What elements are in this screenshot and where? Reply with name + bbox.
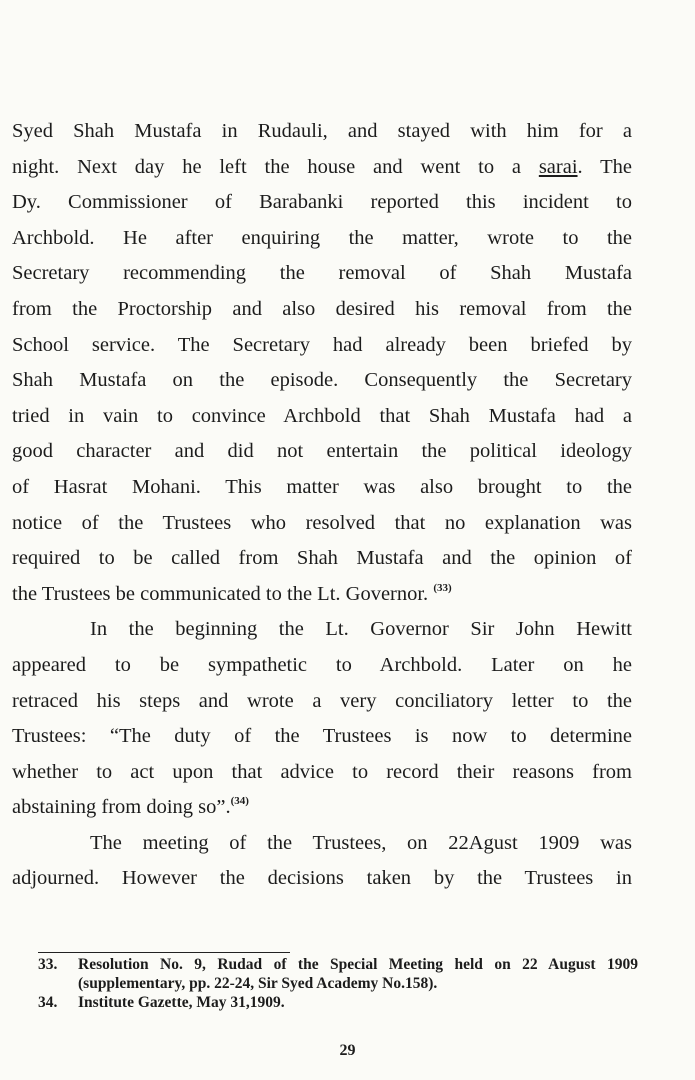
text-line: notice of the Trustees who resolved that no explanation was bbox=[12, 511, 632, 534]
text-fragment: the Trustees be communicated to the Lt. Governor. bbox=[12, 582, 429, 605]
text-line: of Hasrat Mohani. This matter was also brought to the bbox=[12, 475, 632, 498]
text-fragment: abstaining from doing so”. bbox=[12, 796, 231, 819]
footnote-number: 34. bbox=[38, 994, 58, 1011]
underlined-word: sarai bbox=[538, 155, 578, 178]
text-line: required to be called from Shah Mustafa and the opinion of bbox=[12, 547, 632, 570]
text-line: School service. The Secretary had already been briefed by bbox=[12, 333, 632, 356]
page-number: 29 bbox=[339, 1042, 356, 1059]
text-line: Dy. Commissioner of Barabanki reported this incident to bbox=[12, 191, 632, 214]
text-line: from the Proctorship and also desired his removal from the bbox=[12, 297, 632, 320]
text-line: tried in vain to convince Archbold that Shah Mustafa had a bbox=[12, 404, 632, 427]
text-line bbox=[12, 790, 632, 826]
text-line: good character and did not entertain the political ideology bbox=[12, 440, 632, 463]
text-line: appeared to be sympathetic to Archbold. Later on he bbox=[12, 653, 632, 676]
text-fragment: night. Next day he left the house and went to a bbox=[12, 155, 539, 178]
footnote-divider bbox=[38, 952, 290, 953]
footnote-34 bbox=[38, 993, 638, 1012]
text-line: retraced his steps and wrote a very conciliatory letter to the bbox=[12, 689, 632, 712]
text-line: In the beginning the Lt. Governor Sir John Hewitt bbox=[90, 618, 632, 641]
text-line bbox=[12, 150, 632, 186]
footnotes bbox=[38, 955, 638, 1012]
footnote-ref-34: (34) bbox=[230, 795, 249, 808]
footnote-number: 33. bbox=[38, 956, 58, 973]
text-line: Trustees: “The duty of the Trustees is now to determine bbox=[12, 725, 632, 748]
text-line: whether to act upon that advice to record their reasons from bbox=[12, 760, 632, 783]
text-line: adjourned. However the decisions taken by the Trustees in bbox=[12, 867, 632, 890]
text-line: Archbold. He after enquiring the matter, wrote to the bbox=[12, 226, 632, 249]
footnote-text: Institute Gazette, May 31,1909. bbox=[78, 994, 285, 1011]
text-line: The meeting of the Trustees, on 22Agust 1909 was bbox=[90, 831, 632, 854]
footnote-text: Resolution No. 9, Rudad of the Special Meeting held on 22 August 1909 (supplementary, pp. 22-24, Sir Syed Academy No.158). bbox=[78, 956, 638, 992]
text-line: Shah Mustafa on the episode. Consequently the Secretary bbox=[12, 369, 632, 392]
text-line: Secretary recommending the removal of Shah Mustafa bbox=[12, 262, 632, 285]
text-fragment: . The bbox=[577, 155, 632, 178]
text-line: Syed Shah Mustafa in Rudauli, and stayed with him for a bbox=[12, 120, 632, 142]
text-line bbox=[12, 577, 632, 613]
body-text bbox=[12, 114, 632, 897]
footnote-33 bbox=[38, 955, 638, 993]
footnote-ref-33: (33) bbox=[433, 581, 452, 594]
